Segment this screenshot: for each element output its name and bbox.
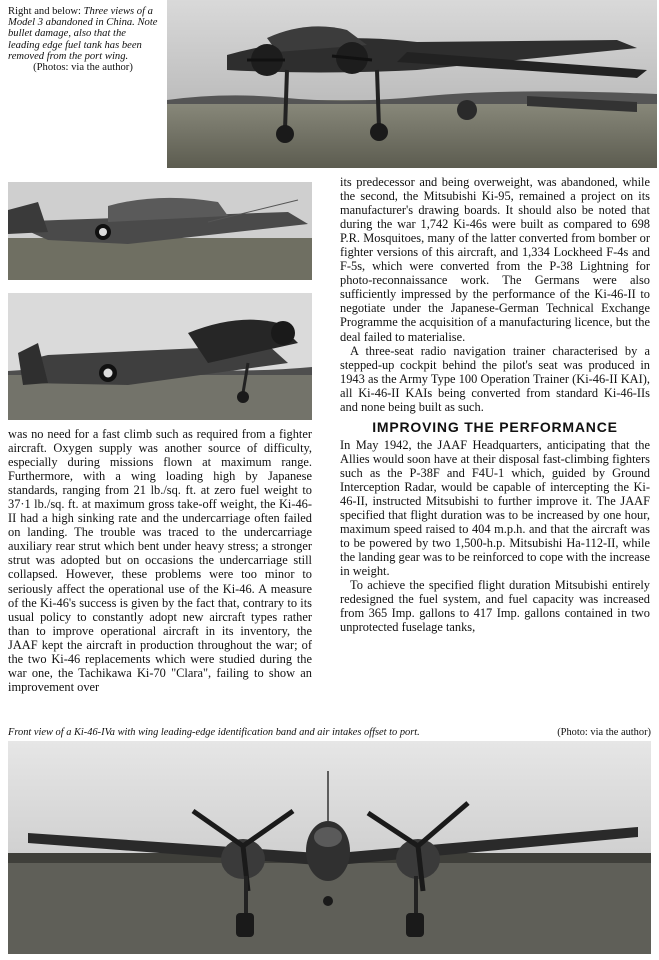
top-photo-caption (8, 6, 158, 73)
caption-text: Three views of a Model 3 abandoned in China. Note bullet damage, also that the leading edge fuel tank has been removed from the port wing. (8, 6, 158, 62)
right-column-para-3: In May 1942, the JAAF Headquarters, anticipating that the Allies would soon have at their disposal fast-climbing fighters such as the P-38F and F4U-1 which, guided by Ground Interception Radar, would be capable of intercepting the Ki-46-II, instructed Mitsubishi to further improve it. The JAAF specified that flight duration was to be increased by one hour, maximum speed raised to 404 m.p.h. and that the aircraft was to be powered by two 1,500-h.p. Mitsubishi Ha-112-II, while the landing gear was to be reinforced to cope with the increase in weight. (340, 437, 650, 579)
photo-model3-rear-quarter (8, 182, 312, 280)
photo-model3-nose-up (8, 293, 312, 420)
left-column (8, 427, 312, 694)
caption-credit: (Photos: via the author) (33, 62, 133, 74)
left-column-text: was no need for a fast climb such as required from a fighter aircraft. Oxygen supply was another source of difficulty, especially during missions flown at maximum range. Furthermore, with a wing loading high by Japanese standards, ranging from 21 lb./sq. ft. at zero fuel weight to 37·1 lb./sq. ft. at maximum gross take-off weight, the Ki-46-II had a high sinking rate and the undercarriage often failed on landing. The trouble was traced to the undercarriage auxiliary rear strut which bent under heavy stress; a stronger strut was adopted but on occasions the undercarriage still collapsed. However, these problems were too minor to seriously affect the operational use of the Ki-46. A measure of the Ki-46's success is given by the fact that, contrary to its usual policy to constantly adopt new aircraft types rather than to improve operational aircraft in its inventory, the JAAF kept the aircraft in production throughout the war; of the two Ki-46 replacements which were studied during the war one, the Tachikawa Ki-70 "Clara", failing to show an improvement over (8, 427, 312, 694)
photo-ki46-iva-front-view (8, 741, 651, 954)
right-column (340, 175, 650, 635)
right-column-para-1: its predecessor and being overweight, was abandoned, while the second, the Mitsubishi Ki-95, remained a project on its manufacturer's drawing boards. It should also be noted that during the war 1,742 Ki-46s were built as compared to 698 P.R. Mosquitoes, many of the latter converted from bomber or fighter versions of this aircraft, and 1,334 Lockheed F-4s and F-5s, which were converted from the P-38 Lightning for photo-reconnaissance work. The Germans were also sufficiently impressed by the performance of the Ki-46-II to negotiate under the Japanese-German Technical Exchange Programme the acquisition of a manufacturing licence, but the deal failed to materialise. (340, 175, 650, 344)
bottom-caption-text: Front view of a Ki-46-IVa with wing leading-edge identification band and air intakes offset to port. (8, 727, 420, 738)
right-column-para-2: A three-seat radio navigation trainer characterised by a stepped-up cockpit behind the pilot's seat was produced in 1943 as the Army Type 100 Operation Trainer (Ki-46-II KAI), all Ki-46-II KAIs being converted from standard Ki-46-IIs and none being built as such. (340, 343, 650, 414)
right-column-para-4: To achieve the specified flight duration Mitsubishi entirely redesigned the fuel system, and fuel capacity was increased from 365 Imp. gallons to 417 Imp. gallons contained in two unprotected fuselage tanks, (340, 578, 650, 635)
bottom-caption-credit: (Photo: via the author) (557, 727, 651, 738)
bottom-photo-caption (8, 727, 651, 738)
section-heading: IMPROVING THE PERFORMANCE (372, 418, 618, 435)
caption-lead: Right and below: (8, 6, 84, 17)
photo-model3-side-view (167, 0, 657, 168)
